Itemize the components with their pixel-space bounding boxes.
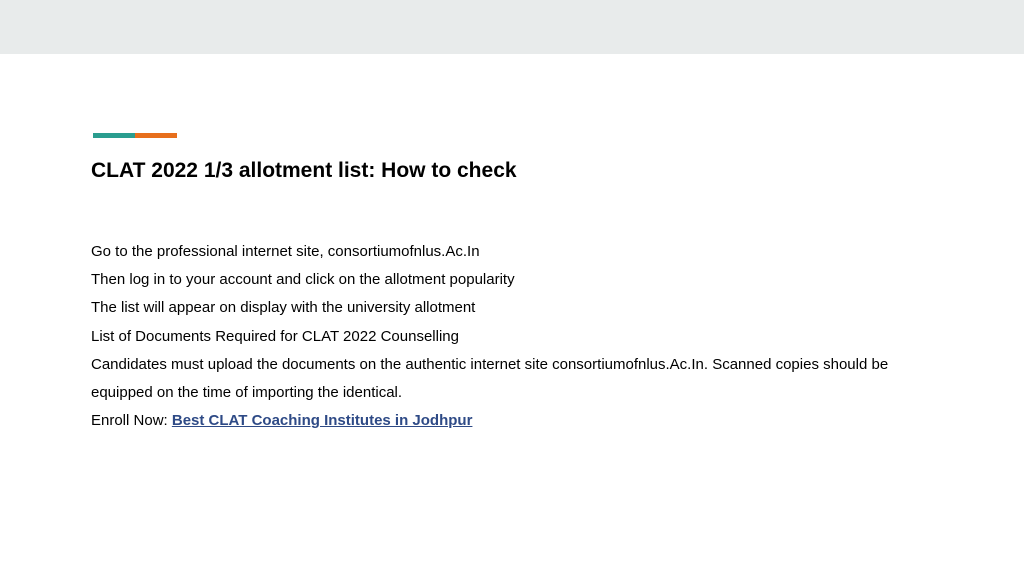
accent-bar-orange-segment	[135, 133, 177, 138]
enroll-prefix: Enroll Now:	[91, 412, 172, 430]
accent-bar-teal-segment	[93, 133, 135, 138]
paragraph-list-display: The list will appear on display with the university allotment	[91, 299, 476, 317]
slide-title: CLAT 2022 1/3 allotment list: How to check	[91, 159, 517, 182]
enroll-line	[91, 407, 941, 435]
paragraph-login: Then log in to your account and click on the allotment popularity	[91, 271, 515, 289]
paragraph-visit-site: Go to the professional internet site, consortiumofnlus.Ac.In	[91, 243, 480, 260]
paragraph-documents-heading: List of Documents Required for CLAT 2022 Counselling	[91, 327, 459, 345]
paragraph-upload-documents: Candidates must upload the documents on the authentic internet site consortiumofnlus.Ac.In. Scanned copies should be equipped on the time of importing the identical.	[91, 355, 889, 402]
top-band	[0, 0, 1024, 54]
accent-bar	[93, 133, 177, 138]
body-text	[91, 238, 941, 435]
enroll-link[interactable]: Best CLAT Coaching Institutes in Jodhpur	[171, 412, 473, 430]
